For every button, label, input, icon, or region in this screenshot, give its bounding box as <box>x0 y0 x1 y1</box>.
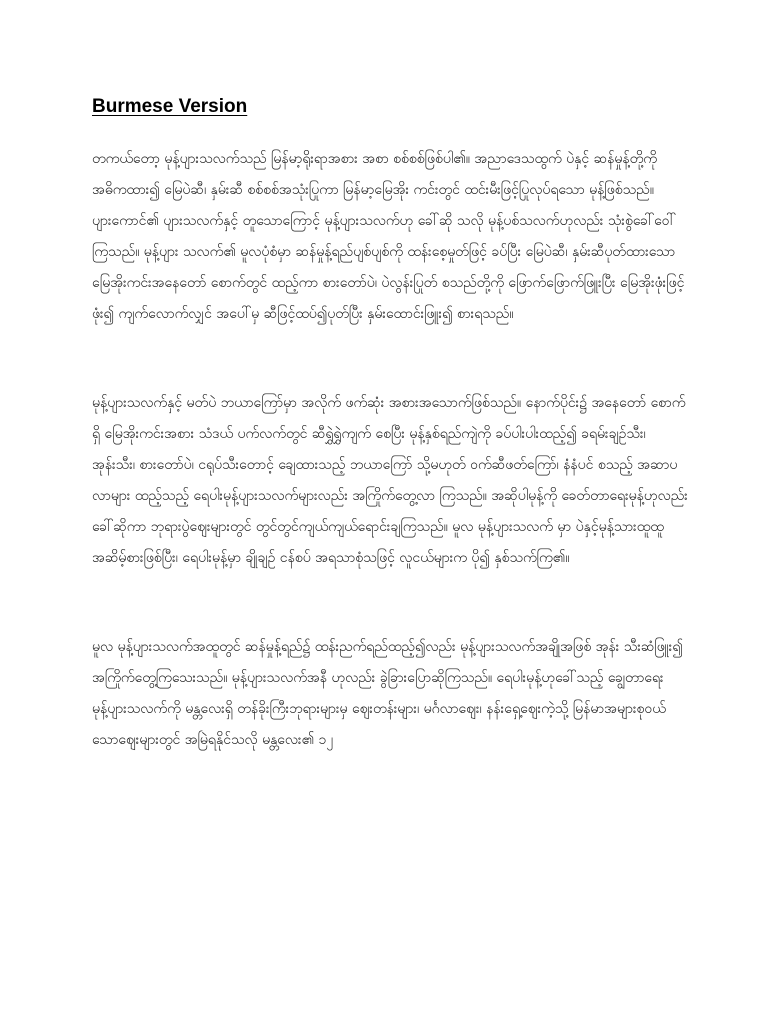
paragraph-2: မုန့်ပျားသလက်နှင့် မတ်ပဲ ဘယာကြော်မှာ အလိုက် ဖက်ဆုံး အစားအသောက်ဖြစ်သည်။ နောက်ပိုင်း၌ အနေတော် စောက်ရှိ မြေအိုးကင်းအစား သံဒယ် ပက်လက်တွင် ဆီရွှဲရွှဲကျက် စေပြီး မုန့်နှစ်ရည်ကျဲကို ခပ်ပါးပါးထည့်၍ ခရမ်းချဉ်သီး၊ အုန်းသီး၊ စားတော်ပဲ၊ ငရုပ်သီးတောင့် ချေထားသည့် ဘယာကြော် သို့မဟုတ် ဝက်ဆီဖတ်ကြော်၊ နံနံပင် စသည့် အဆာပလာများ ထည့်သည့် ရေပါးမုန့်ပျားသလက်များလည်း အကြိုက်တွေ့လာ ကြသည်။ အဆိုပါမုန့်ကို ခေတ်တာရေးမုန့်ဟုလည်း ခေါ်ဆိုကာ ဘုရားပွဲဈေးများတွင် တွင်တွင်ကျယ်ကျယ်ရောင်းချကြသည်။ မူလ မုန့်ပျားသလက် မှာ ပဲနှင့်မုန့်သားထူထူ အဆိမ့်စားဖြစ်ပြီး၊ ရေပါးမုန့်မှာ ချိုချဉ် ငန်စပ် အရသာစုံသဖြင့် လူငယ်များက ပို၍ နှစ်သက်ကြ၏။ <box>92 395 688 566</box>
document-title: Burmese Version <box>92 96 248 117</box>
paragraph-3: မူလ မုန့်ပျားသလက်အထူတွင် ဆန်မှုန့်ရည်၌ ထန်းညက်ရည်ထည့်၍လည်း မုန့်ပျားသလက်အချိုအဖြစ် အုန်း သီးဆံဖြူး၍ အကြိုက်တွေ့ကြသေးသည်။ မုန့်ပျားသလက်အနီ ဟုလည်း ခွဲခြားပြောဆိုကြသည်။ ရေပါးမုန့်ဟုခေါ်သည့် ချွေတာရေး မုန့်ပျားသလက်ကို မန္တလေးရှိ တန်ခိုးကြီးဘုရားများမှ ဈေးတန်းများ၊ မင်္ဂလာဈေး၊ နန်းရှေ့ဈေးကဲ့သို့ မြန်မာအများစုဝယ် သောဈေးများတွင် အမြဲရနိုင်သလို မန္တလေး၏ ၁၂ <box>92 639 683 748</box>
paragraph-1: တကယ်တော့ မုန့်ပျားသလက်သည် မြန်မာ့ရိုးရာအစား အစာ စစ်စစ်ဖြစ်ပါ၏။ အညာဒေသထွက် ပဲနှင့် ဆန်မှုန့်တို့ကို အဓိကထား၍ မြေပဲဆီ၊ နှမ်းဆီ စစ်စစ်အသုံးပြုကာ မြန်မာ့မြေအိုး ကင်းတွင် ထင်းမီးဖြင့်ပြုလုပ်ရသော မုန့်ဖြစ်သည်။ ပျားကောင်၏ ပျားသလက်နှင့် တူသောကြောင့် မုန့်ပျားသလက်ဟု ခေါ်ဆို သလို မုန့်ပစ်သလက်ဟုလည်း သုံးစွဲခေါ်ဝေါ်ကြသည်။ မုန့်ပျား သလက်၏ မူလပုံစံမှာ ဆန်မှုန့်ရည်ပျစ်ပျစ်ကို ထန်းစေ့မှုတ်ဖြင့် ခပ်ပြီး မြေပဲဆီ၊ နှမ်းဆီပုတ်ထားသော မြေအိုးကင်းအနေတော် စောက်တွင် ထည့်ကာ စားတော်ပဲ၊ ပဲလွန်းပြုတ် စသည်တို့ကို ဖြောက်ဖြောက်ဖြူးပြီး မြေအိုးဖုံးဖြင့်ဖုံး၍ ကျက်လောက်လျှင် အပေါ်မှ ဆီဖြင့်ထပ်၍ပုတ်ပြီး နှမ်းထောင်းဖြူး၍ စားရသည်။ <box>92 151 685 322</box>
